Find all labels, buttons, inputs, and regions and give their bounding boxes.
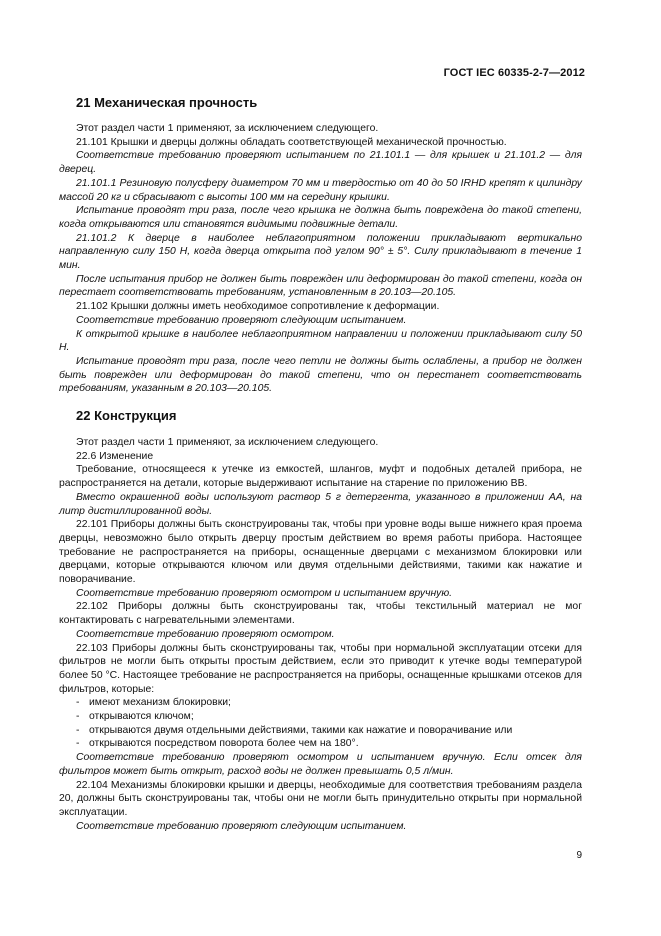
section-22-heading: 22 Конструкция (76, 408, 177, 423)
list-item-text: открываются двумя отдельными действиями, такими как нажатие и поворачивание или (89, 724, 513, 736)
paragraph: 21.101 Крышки и дверцы должны обладать соответствующей механической прочностью. (76, 136, 507, 148)
list-item (59, 737, 582, 751)
section-21-body (59, 122, 582, 396)
section-22-paragraphs-b (59, 751, 582, 833)
paragraph: Соответствие требованию проверяют осмотром и испытанием вручную. Если отсек для фильтров может быть открыт, расход воды не должен превышать 0,5 л/мин. (59, 752, 582, 777)
paragraph: Этот раздел части 1 применяют, за исключением следующего. (76, 123, 379, 134)
filter-cover-list (59, 696, 582, 751)
paragraph: Этот раздел части 1 применяют, за исключением следующего. (76, 437, 379, 448)
paragraph: К открытой крышке в наиболее неблагоприятном направлении и положении прикладывают силу 50 Н. (59, 328, 582, 354)
list-item-text: открываются посредством поворота более чем на 180°. (89, 738, 359, 750)
list-item (59, 724, 582, 738)
paragraph: Испытание проводят три раза, после чего петли не должны быть ослаблены, а прибор не должен быть поврежден или деформирован до такой степени, что он перестанет соответствовать требованиям, указанным в 20.103—20.105. (59, 355, 582, 395)
paragraph: Требование, относящееся к утечке из емкостей, шлангов, муфт и подобных деталей прибора, не распространяется на детали, которые выдерживают испытание на старение по приложению ВВ. (59, 464, 582, 490)
section-21-heading: 21 Механическая прочность (76, 95, 258, 110)
list-item (59, 696, 582, 710)
page-number: 9 (576, 850, 582, 861)
paragraph: После испытания прибор не должен быть поврежден или деформирован до такой степени, когда он перестает соответствовать требованиям, установленным в 20.103—20.105. (59, 273, 582, 299)
dash-bullet-icon: - (76, 697, 80, 709)
paragraph: Испытание проводят три раза, после чего крышка не должна быть повреждена до такой степени, когда открываются или становятся видимыми подвижные детали. (59, 205, 582, 230)
list-item (59, 710, 582, 724)
paragraph: Соответствие требованию проверяют следующим испытанием. (76, 314, 407, 326)
paragraph: Соответствие требованию проверяют осмотром. (76, 628, 335, 640)
paragraph: 22.104 Механизмы блокировки крышки и дверцы, необходимые для соответствия требованиям раздела 20, должны быть сконструированы так, чтобы они не могли быть принудительно открыты при нормальной эксплуатации. (59, 779, 582, 818)
list-item-text: имеют механизм блокировки; (89, 697, 231, 709)
paragraph: Соответствие требованию проверяют следующим испытанием. (76, 820, 407, 832)
paragraph: 22.103 Приборы должны быть сконструированы так, чтобы при нормальной эксплуатации отсеки для фильтров не могли быть открыты простым действием, если это приводит к утечке воды температурой более 50 °С. Настоящее требование не распространяется на приборы, оснащенные крышками отсеков для фильтров, которые: (59, 642, 582, 695)
paragraph: Соответствие требованию проверяют осмотром и испытанием вручную. (76, 587, 453, 599)
dash-bullet-icon: - (76, 738, 80, 750)
paragraph: Вместо окрашенной воды используют раствор 5 г детергента, указанного в приложении АА, на литр дистиллированной воды. (59, 491, 582, 517)
dash-bullet-icon: - (76, 724, 80, 736)
paragraph: 22.101 Приборы должны быть сконструированы так, чтобы при уровне воды выше нижнего края проема дверцы, невозможно было открыть дверцу простым действием во время работы прибора. Настоящее требование не распространяется на приборы, оснащенные дверцами с механизмом блокировки или дверцами, которые открываются ключом или двумя отдельными действиями, такими как нажатие и поворачивание. (59, 519, 582, 586)
section-22-body (59, 436, 582, 833)
paragraph: 22.6 Изменение (76, 450, 154, 462)
paragraph: 21.101.1 Резиновую полусферу диаметром 70 мм и твердостью от 40 до 50 IRHD крепят к цилиндру массой 20 кг и сбрасывают с высоты 100 мм на середину крышки. (59, 177, 582, 203)
paragraph: 22.102 Приборы должны быть сконструированы так, чтобы текстильный материал не мог контактировать с нагревательными элементами. (59, 601, 582, 627)
paragraph: 21.101.2 К дверце в наиболее неблагоприятном положении прикладывают вертикально направленную силу 150 Н, когда дверца открыта под углом 90° ± 5°. Силу прикладывают в течение 1 мин. (59, 232, 582, 272)
section-22-paragraphs-a (59, 436, 582, 696)
dash-bullet-icon: - (76, 711, 80, 723)
list-item-text: открываются ключом; (89, 711, 194, 723)
paragraph: 21.102 Крышки должны иметь необходимое сопротивление к деформации. (76, 301, 440, 313)
paragraph: Соответствие требованию проверяют испытанием по 21.101.1 — для крышек и 21.101.2 — для дверец. (59, 150, 582, 176)
standard-header: ГОСТ IEC 60335-2-7—2012 (443, 67, 585, 79)
section-21-paragraphs (59, 122, 582, 396)
